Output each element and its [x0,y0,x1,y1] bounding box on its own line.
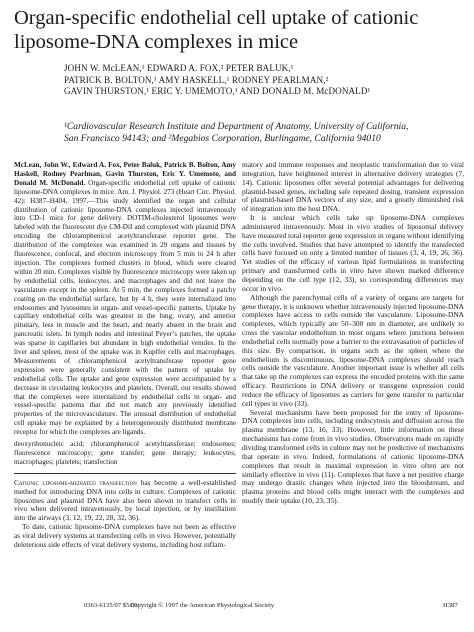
author-line: PATRICK B. BOLTON,¹ AMY HASKELL,¹ RODNEY PEARLMAN,² [64,74,329,85]
body-paragraph: matory and immune responses and neoplastic transformation due to viral integration, have heightened interest in alternative delivery strategies (7, 14). Cationic liposomes offer several potential advantages for delivering plasmid-based genes, including safe repeated dosing, transient expression of plasmid-based DNA vectors of any size, and a greatly diminished risk of integration into the host DNA. [242,160,464,214]
body-paragraph: Several mechanisms have been proposed for the entry of liposome-DNA complexes into cells, including endocytosis and diffusion across the plasma membrane (13, 16, 33). However, little information on these mechanisms has come from in vivo studies. Observations made on rapidly dividing transformed cells in culture may not be predictive of mechanisms that operate in vivo. Indeed, formulations of cationic liposome-DNA complexes that result in maximal expression in vitro often are not similarly effective in vivo (11). Complexes that have a net positive charge may undergo drastic changes when injected into the bloodstream, and plasma proteins and blood cells might interact with the complexes and modify their uptake (10, 23, 35). [242,407,464,506]
article-title: Organ-specific endothelial cell uptake of cationic liposome-DNA complexes in mice [14,7,419,53]
body-paragraph: It is unclear which cells take up liposome-DNA complexes administered intravenously. Most in vivo studies of liposomal delivery have measured total reporter gene expression in organs without identifying the cells involved. Studies that have attempted to identify the transfected cells have focused on only a limited number of tissues (3, 4, 19, 26, 36). Yet studies of the efficacy of various lipid formulations in transfecting primary and transformed cells in vitro have shown marked difference depending on the cell type (12, 33), so corresponding differences may occur in vivo. [242,213,464,293]
abstract-byline: McLean, John W., Edward A. Fox, Peter Baluk, Patrick B. Bolton, Amy Haskell, Rodney Pearlman, Gavin Thurston, Eric Y. Umemoto, and Donald M. McDonald. [14,161,236,187]
keywords: deoxyribonucleic acid; chloramphenicol acetyltransferase; endosomes; fluorescence microscopy; gene transfer; gene therapy; leukocytes; macrophages; platelets; transfection [14,440,236,466]
intro-lead: Cationic liposome-mediated transfection [14,477,137,487]
article-code: 0363-6135/97 $5.00 [84,602,138,609]
author-line: GAVIN THURSTON,¹ ERIC Y. UMEMOTO,¹ AND DONALD M. McDONALD¹ [64,86,371,97]
body-paragraph: To date, cationic liposome-DNA complexes have not been as effective as viral delivery systems at transfecting cells in vivo. However, potentially deleterious side effects of viral delivery systems, including host inflam- [14,522,236,549]
intro-text: has become a well-established method for introducing DNA into cells in culture. Complexes of cationic liposomes and plasmid DNA have also been shown to transfect cells in vivo when delivered intravenously, by local injection, or by instillation into the airways (3, 12, 19, 22, 28, 32, 36). [14,477,237,523]
section-divider [14,473,236,474]
copyright-notice: Copyright © 1997 the American Physiological Society [130,602,275,609]
affiliation-line: San Francisco 94143; and ²Megabios Corporation, Burlingame, California 94010 [64,133,381,144]
right-column [242,161,464,506]
body-paragraph: Although the parenchymal cells of a variety of organs are targets for gene therapy, it is unknown whether intravenously injected liposome-DNA complexes have access to cells outside the vasculature. Liposome-DNA complexes, which typically are 50–300 nm in diameter, are unlikely to cross the vascular endothelium in most organs where junctions between endothelial cells normally pose a barrier to the extravasation of particles of this size. By comparison, in organs such as the spleen where the endothelium is discontinuous, liposome-DNA complexes should reach cells outside the vasculature. Another important issue is whether all cells that take up the complexes can express the encoded proteins with the same efficacy. Restrictions in DNA delivery or transgene expression could reduce the efficacy of liposomes as carriers for gene transfer to particular cell types in vivo (33). [242,292,464,408]
affiliation-line: ¹Cardiovascular Research Institute and Department of Anatomy, University of California, [64,121,409,132]
affiliation [64,121,469,145]
left-column [14,161,236,550]
page-number: H387 [443,602,458,609]
author-line: JOHN W. McLEAN,¹ EDWARD A. FOX,² PETER BALUK,¹ [64,63,294,73]
abstract [14,161,236,437]
author-list [64,63,464,98]
abstract-text: Organ-specific endothelial cell uptake of cationic liposome-DNA complexes in mice. Am. J. Physiol. 273 (Heart Circ. Physiol. 42): H387–H404, 1997.—This study identified the organ and cellular distribution of cationic liposome-DNA complexes injected intravenously into CD-1 mice for gene delivery. DOTIM-cholesterol liposomes were labeled with the fluorescent dye CM-DiI and complexed with plasmid DNA encoding the chloramphenicol acetyltransferase reporter gene. The distribution of the complexes was examined in 29 organs and tissues by fluorescence, confocal, and electron microscopy from 5 min to 24 h after injection. The complexes formed clusters in blood, which were cleared within 20 min. Complexes visible by fluorescence microscopy were taken up by endothelial cells, leukocytes, and macrophages and did not leave the vasculature except in the spleen. At 5 min, the complexes formed a patchy coating on the endothelial surface, but by 4 h, they were internalized into endosomes and lysosomes in organ- and vessel-specific patterns. Uptake by capillary endothelial cells was greatest in the lung, ovary, and anterior pituitary, less in muscle and the heart, and nearly absent in the brain and pancreatic islets. In lymph nodes and intestinal Peyer’s patches, the uptake was sparse in capillaries but abundant in high endothelial venules. In the liver and spleen, most of the uptake was in Kupffer cells and macrophages. Measurements of chloramphenicol acetyltransferase reporter gene expression were generally consistent with the pattern of uptake by endothelial cells. The uptake and gene expression were accompanied by a decrease in circulating leukocytes and platelets. Overall, our results showed that the complexes were internalized by endothelial cells in organ- and vessel-specific patterns that did not match any previously identified properties of the microvasculature. The unusual distribution of endothelial cell uptake may be explained by a heterogeneously distributed membrane receptor for which the complexes are ligands. [14,178,236,437]
intro-paragraph [14,479,236,523]
